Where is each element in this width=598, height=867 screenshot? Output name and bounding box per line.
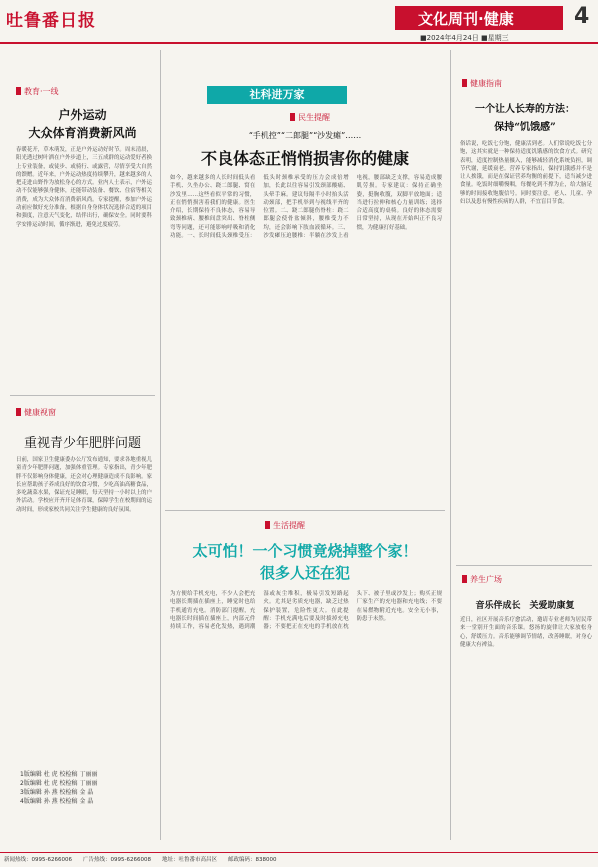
center-subtitle: “手机控”“二郎腿”“沙发瘫”…… xyxy=(248,131,362,140)
left-headline-1a: 户外运动 xyxy=(58,108,107,122)
center-tag-life: 生活提醒 xyxy=(265,520,305,531)
left-headline-1b: 大众体育消费新风尚 xyxy=(28,126,137,140)
masthead-rule xyxy=(0,42,598,44)
right-headline-1b: 保持“饥饿感” xyxy=(494,122,556,133)
right-tag-guide: 健康指南 xyxy=(462,78,502,89)
newspaper-logo: 吐鲁番日报 xyxy=(6,11,96,31)
left-article-2: 日前，国家卫生健康委办公厅发布通知，要求各地重视儿童青少年肥胖问题，加强体重管理。专家指出，青少年肥胖不仅影响身体健康，还会对心理健康造成不良影响。家长应帮助孩子养成良好的饮食习惯，少吃高油高糖食品，多吃蔬菜水果，保证充足睡眠，每天坚持一小时以上的户外活动。学校应开齐开足体育课，保障学生在校期间的运动时间，形成家校共同关注学生健康的良好氛围。 xyxy=(16,457,152,513)
right-section-divider xyxy=(456,565,592,566)
right-article-1: 俗话说，吃饭七分饱，健康活到老。人们常说吃饭七分饱，这其实就是一种保持适度饥饿感的饮食方式。研究表明，适度控制热量摄入，能够减轻消化系统负担，调节代谢，延缓衰老。营养专家指出，保持饥饿感并不是让人挨饿，而是在保证营养均衡的前提下，适当减少进食量。吃饭时细嚼慢咽，每餐吃到不撑为止，给大脑足够的时间接收饱腹信号。同时要注意，老人、儿童、孕妇以及患有慢性疾病的人群，不宜盲目节食。 xyxy=(460,141,592,206)
right-headline-1a: 一个让人长寿的方法： xyxy=(475,104,575,115)
masthead xyxy=(0,0,598,42)
left-headline-2: 重视青少年肥胖问题 xyxy=(23,436,141,451)
left-tag-health: 健康视窗 xyxy=(16,407,56,418)
page-number: 4 xyxy=(574,4,590,29)
section-title: 文化周刊·健康 xyxy=(418,10,514,28)
center-ribbon: 社科进万家 xyxy=(207,86,347,104)
column-divider-right xyxy=(450,50,451,840)
dateline: ■2024年4月24日 ■星期三 xyxy=(420,34,509,42)
left-tag-education: 教育·一线 xyxy=(16,86,59,97)
center-headline: 不良体态正悄悄损害你的健康 xyxy=(200,149,409,168)
center-section-divider xyxy=(165,510,445,511)
right-article-2: 近日，社区开展音乐疗愈活动，邀请专业老师为居民带来一堂别开生面的音乐课。悠扬的旋律让大家放松身心，舒缓压力。音乐能够调节情绪，改善睡眠，对身心健康大有裨益。 xyxy=(460,617,592,648)
center-tag-livelihood: 民生提醒 xyxy=(290,112,330,123)
center-headline-2b: 很多人还在犯 xyxy=(259,564,350,582)
right-tag-wellness: 养生广场 xyxy=(462,574,502,585)
left-section-divider xyxy=(10,395,155,396)
right-headline-2: 音乐伴成长 关爱助康复 xyxy=(475,601,575,611)
left-article-1: 春暖花开，草木萌发，正是户外运动好时节。周末清晨，阳光透过树叶洒在户外步道上，三五成群的运动爱好者换上专业装备，或徒步、或骑行、或露营，尽情享受大自然的馈赠。近年来，户外运动热度持续攀升，越来越多的人把走进山野作为放松身心的方式。业内人士表示，户外运动不仅能够强身健体，还能带动装备、餐饮、住宿等相关消费，成为大众体育消费新风尚。专家提醒，参加户外运动前应做好充分准备，根据自身身体状况选择合适的项目和强度，注意天气变化，结伴出行，确保安全。同时要科学安排运动时间，循序渐进，避免过度疲劳。 xyxy=(16,147,152,228)
column-divider-left xyxy=(160,50,161,840)
page-footer: 新闻热线：0995-6266006 广告热线：0995-6266008 地址：吐鲁番市高昌区 邮政编码：838000 xyxy=(0,852,598,867)
editor-credits: 1版编辑 杜 虎 校检稿 丁丽丽 2版编辑 杜 虎 校检稿 丁丽丽 3版编辑 孙 燕 校检稿 金 晶 4版编辑 孙 燕 校检稿 金 晶 xyxy=(20,771,98,805)
center-headline-2a: 太可怕！一个习惯竟烧掉整个家！ xyxy=(192,542,418,560)
center-article: 如今，越来越多的人长时间低头看手机、久坐办公、跷二郎腿、窝在沙发里……这些看似平常的习惯，正在悄悄损害着我们的健康。医生介绍，长期保持不良体态，容易导致颈椎病、腰椎间盘突出、脊柱侧弯等问题，还可能影响呼吸和消化功能。一、长时间低头颈椎受压：低头时颈椎承受的压力会成倍增加，长此以往容易引发颈部酸痛、头晕手麻。建议每隔半小时抬头活动颈部，把手机举到与视线平齐的位置。二、跷二郎腿伤脊柱：跷二郎腿会使骨盆倾斜，腰椎受力不均，还会影响下肢血液循环。三、沙发瘫压迫腰椎：半躺在沙发上看电视，腰部缺乏支撑，容易造成腰肌劳损。专家建议：保持正确坐姿，挺胸收腹，双脚平放地面；适当进行拉伸和核心力量训练；选择合适高度的桌椅。良好的体态需要日常坚持，从现在开始纠正不良习惯，为健康打好基础。 xyxy=(170,175,442,240)
center-article-2: 为方便给手机充电，不少人会把充电器长期插在插座上，睡觉时也给手机通宵充电。消防部门提醒，充电器长时间插在插座上，内部元件持续工作，容易老化发热，遇到潮湿或灰尘堆积，极易引发短路起火。尤其是劣质充电器，缺乏过热保护装置，危险性更大。在此提醒：手机充满电后要及时拔掉充电器；不要把正在充电的手机放在枕头下、被子里或沙发上；购买正规厂家生产的充电器和充电线；不要在易燃物附近充电。安全无小事，防患于未然。 xyxy=(170,591,442,631)
